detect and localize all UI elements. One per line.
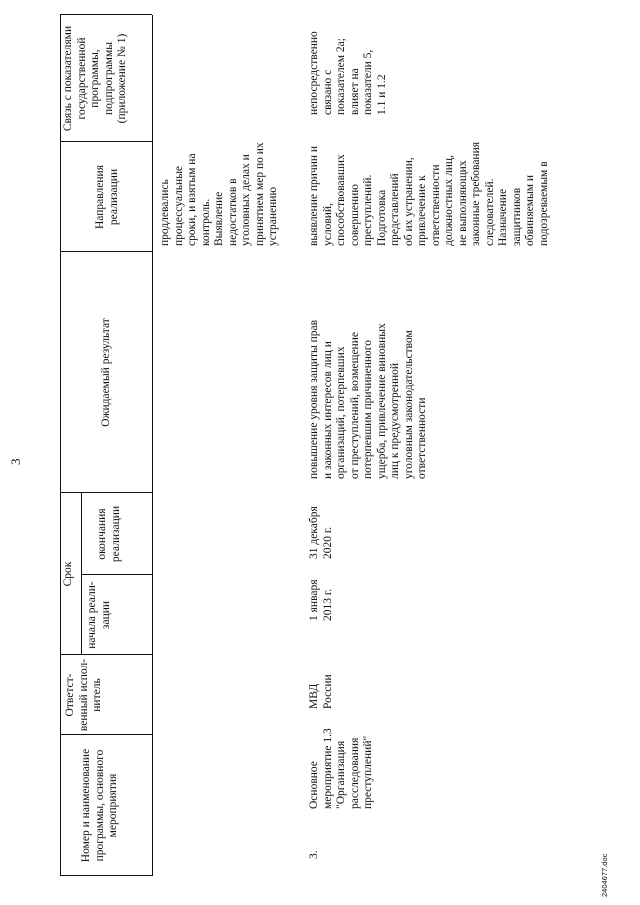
header-expected-result: Ожидаемый результат (100, 318, 112, 427)
header-executor: Ответст-венный испол-нитель (64, 658, 103, 732)
row-end-date: 31 декабря 2020 г. (308, 506, 334, 559)
row-link-indicators: непосредственно связано с показателем 2а; влияет на показатели 5, 1.1 и 1.2 (308, 31, 388, 115)
row-program-name: Основное мероприятие 1.3 "Организация расследования преступлений" (308, 728, 374, 809)
header-end: окончания реализации (96, 505, 122, 563)
row-number: 3. (308, 850, 320, 859)
row-expected-result: повышение уровня защиты прав и законных интересов лиц и организаций, потерпевших от преступлений, возмещение потерпевшим причиненного ущерба, привлечение виновных лиц к предусмотренной уголовным законодательством ответственности (308, 319, 428, 479)
header-term: Срок (62, 561, 74, 587)
header-directions: Направления реализации (94, 165, 120, 229)
row-directions: выявление причин и условий, способствовавших совершению преступлений. Подготовка представлений об их устранении, привлечение к ответственности должностных лиц, не выполняющих законные требования следователей. Назначение защитников обвиняемым и подозреваемым в (308, 141, 550, 246)
footer-filename: 2404677.doc (600, 853, 609, 897)
row-start-date: 1 января 2013 г. (308, 579, 334, 621)
header-program-name: Номер и наименование программы, основного мероприятия (80, 748, 119, 863)
row-executor: МВД России (308, 674, 334, 709)
directions-continuation: продлевались процессуальные сроки, и взятым на контроль. Выявление недостатков в уголовных делах и принятием мер по их устранению (159, 142, 279, 246)
header-start: начала реали-зации (86, 581, 112, 649)
header-link-indicators: Связь с показателями государственной программы, подпрограммы (приложение № 1) (62, 25, 128, 132)
page-number: 3 (8, 458, 23, 465)
